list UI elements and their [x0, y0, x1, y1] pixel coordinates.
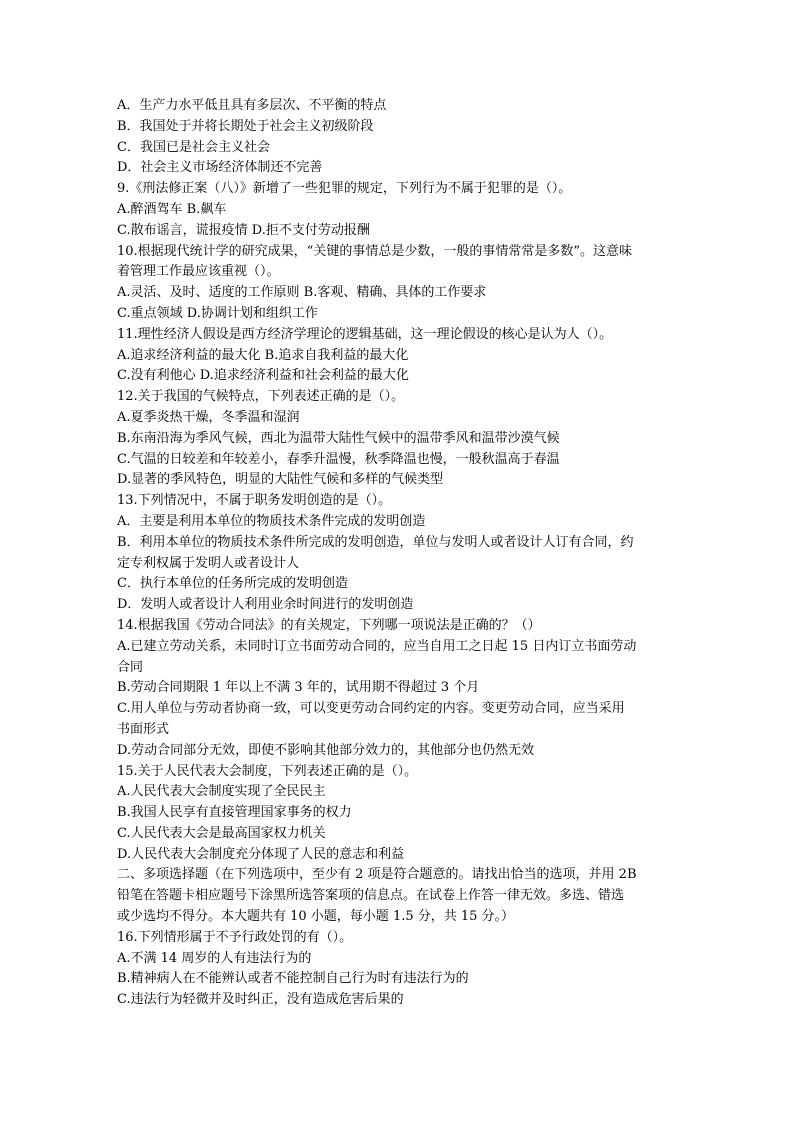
text-line: D.人民代表大会制度充分体现了人民的意志和利益 [117, 846, 405, 862]
text-line: A.夏季炎热干燥，冬季温和湿润 [117, 409, 300, 425]
text-line: 书面形式 [117, 721, 170, 737]
text-line: B．我国处于并将长期处于社会主义初级阶段 [117, 118, 374, 134]
text-line: B.东南沿海为季风气候，西北为温带大陆性气候中的温带季风和温带沙漠气候 [117, 430, 560, 446]
text-line: A.人民代表大会制度实现了全民民主 [117, 784, 326, 800]
text-line: C．我国已是社会主义社会 [117, 139, 270, 155]
text-line: 合同 [117, 659, 144, 675]
text-line: C.没有利他心 D.追求经济利益和社会利益的最大化 [117, 368, 409, 384]
text-line: D．社会主义市场经济体制还不完善 [117, 160, 323, 176]
text-line: 定专利权属于发明人或者设计人 [117, 555, 300, 571]
text-line: 或少选均不得分。本大题共有 10 小题，每小题 1.5 分，共 15 分。） [117, 909, 515, 925]
section-heading-multiple-choice: 二、多项选择题（在下列选项中，至少有 2 项是符合题意的。请找出恰当的选项，并用 2B [117, 867, 637, 883]
document-page [117, 96, 680, 1011]
text-line: B.劳动合同期限 1 年以上不满 3 年的，试用期不得超过 3 个月 [117, 680, 480, 696]
question-9: 9.《刑法修正案（八）》新增了一些犯罪的规定，下列行为不属于犯罪的是（）。 [117, 181, 572, 197]
text-line: B．利用本单位的物质技术条件所完成的发明创造，单位与发明人或者设计人订有合同，约 [117, 534, 634, 550]
text-line: C.气温的日较差和年较差小，春季升温慢，秋季降温也慢，一般秋温高于春温 [117, 451, 560, 467]
text-line: A.醉酒驾车 B.飙车 [117, 201, 227, 217]
text-line: A.灵活、及时、适度的工作原则 B.客观、精确、具体的工作要求 [117, 285, 487, 301]
text-line: C.用人单位与劳动者协商一致，可以变更劳动合同约定的内容。变更劳动合同，应当采用 [117, 701, 625, 717]
text-line: B.精神病人在不能辨认或者不能控制自己行为时有违法行为的 [117, 971, 469, 987]
text-line: D.显著的季风特色，明显的大陆性气候和多样的气候类型 [117, 472, 444, 488]
text-line: A.已建立劳动关系，未同时订立书面劳动合同的，应当自用工之日起 15 日内订立书面劳动 [117, 638, 637, 654]
text-line: B.我国人民享有直接管理国家事务的权力 [117, 805, 352, 821]
text-line: C．执行本单位的任务所完成的发明创造 [117, 576, 348, 592]
text-line: C.人民代表大会是最高国家权力机关 [117, 825, 326, 841]
text-line: D．发明人或者设计人利用业余时间进行的发明创造 [117, 597, 414, 613]
text-line: C.违法行为轻微并及时纠正，没有造成危害后果的 [117, 992, 404, 1008]
text-line: C.散布谣言，谎报疫情 D.拒不支付劳动报酬 [117, 222, 370, 238]
text-line: D.劳动合同部分无效，即使不影响其他部分效力的，其他部分也仍然无效 [117, 742, 535, 758]
text-line: 铅笔在答题卡相应题号下涂黑所选答案项的信息点。在试卷上作答一律无效。多选、错选 [117, 888, 625, 904]
text-line: A．主要是利用本单位的物质技术条件完成的发明创造 [117, 513, 426, 529]
question-15: 15.关于人民代表大会制度，下列表述正确的是（）。 [117, 763, 418, 779]
question-12: 12.关于我国的气候特点，下列表述正确的是（）。 [117, 389, 405, 405]
question-13: 13.下列情况中，不属于职务发明创造的是（）。 [117, 493, 392, 509]
question-16: 16.下列情形属于不予行政处罚的有（）。 [117, 929, 353, 945]
question-14: 14.根据我国《劳动合同法》的有关规定，下列哪一项说法是正确的？（） [117, 617, 541, 633]
text-line: 着管理工作最应该重视（）。 [117, 264, 280, 280]
text-line: A.不满 14 周岁的人有违法行为的 [117, 950, 312, 966]
question-11: 11.理性经济人假设是西方经济学理论的逻辑基础，这一理论假设的核心是认为人（）。 [117, 326, 613, 342]
question-10: 10.根据现代统计学的研究成果，“关键的事情总是少数，一般的事情常常是多数”。这意味 [117, 243, 632, 259]
text-line: C.重点领域 D.协调计划和组织工作 [117, 305, 318, 321]
text-line: A.追求经济利益的最大化 B.追求自我利益的最大化 [117, 347, 409, 363]
text-line: A．生产力水平低且具有多层次、不平衡的特点 [117, 98, 387, 113]
